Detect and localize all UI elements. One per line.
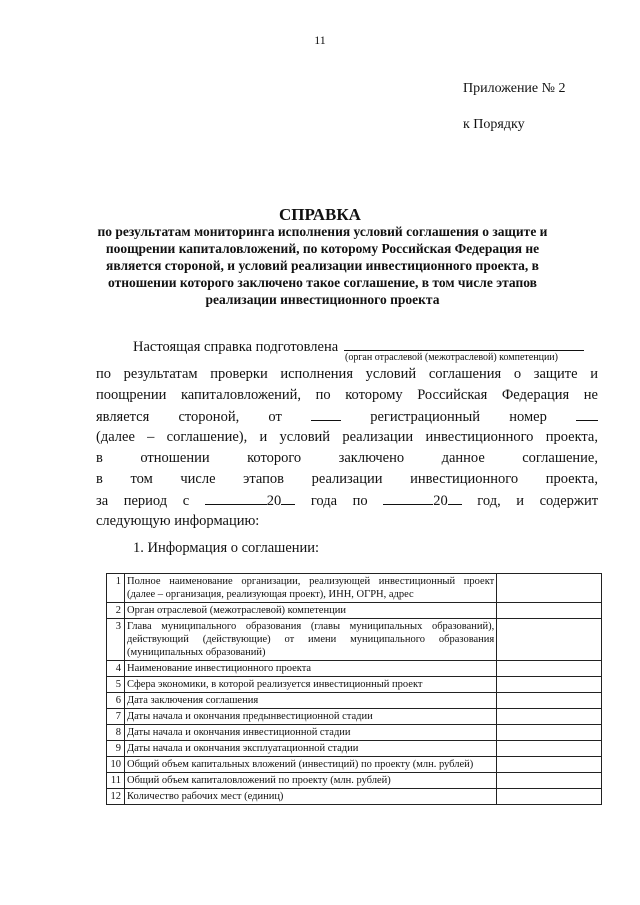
body-line-6: в том числе этапов реализации инвестиционного проекта,: [96, 471, 598, 487]
table-row: [107, 725, 602, 741]
row-label: Наименование инвестиционного проекта: [124, 661, 496, 677]
row-label: Дата заключения соглашения: [124, 693, 496, 709]
organ-blank-field: [344, 338, 584, 351]
row-value-cell: [497, 757, 602, 773]
organ-note: (орган отраслевой (межотраслевой) компетенции): [345, 352, 558, 363]
document-title: СПРАВКА: [279, 205, 361, 224]
table-row: [107, 757, 602, 773]
period-start-year: 20: [266, 493, 282, 509]
table-row: [107, 709, 602, 725]
period-end-year-blank: [448, 492, 462, 505]
row-label: Общий объем капиталовложений по проекту (млн. рублей): [124, 773, 496, 789]
body-line-3-start: является стороной, от: [96, 409, 282, 425]
row-label: Даты начала и окончания эксплуатационной стадии: [124, 741, 496, 757]
row-value-cell: [497, 741, 602, 757]
row-number: 5: [107, 677, 125, 693]
date-blank: [311, 408, 341, 421]
period-to-label: года по: [310, 493, 368, 509]
period-label: за период с: [96, 493, 190, 509]
row-number: 10: [107, 757, 125, 773]
table-row: [107, 661, 602, 677]
row-value-cell: [497, 677, 602, 693]
period-end-year: 20: [433, 493, 448, 509]
period-start-year-blank: [281, 492, 295, 505]
row-number: 2: [107, 603, 125, 619]
row-label: Даты начала и окончания инвестиционной стадии: [124, 725, 496, 741]
section-title: 1. Информация о соглашении:: [133, 540, 320, 556]
row-number: 3: [107, 619, 125, 661]
table-row: [107, 603, 602, 619]
row-label: Полное наименование организации, реализующей инвестиционный проект (далее – организация, реализующая проект), ИНН, ОГРН, адрес: [124, 574, 496, 603]
row-number: 6: [107, 693, 125, 709]
row-label: Орган отраслевой (межотраслевой) компетенции: [124, 603, 496, 619]
table-row: [107, 789, 602, 805]
row-number: 11: [107, 773, 125, 789]
period-end-blank: [383, 492, 433, 505]
row-value-cell: [497, 725, 602, 741]
row-value-cell: [497, 693, 602, 709]
body-line-1: по результатам проверки исполнения условий соглашения о защите и: [96, 366, 598, 382]
agreement-info-table: [106, 573, 602, 805]
prepared-label: Настоящая справка подготовлена: [133, 339, 339, 355]
row-number: 1: [107, 574, 125, 603]
row-label: Общий объем капитальных вложений (инвестиций) по проекту (млн. рублей): [124, 757, 496, 773]
document-subtitle: по результатам мониторинга исполнения условий соглашения о защите и поощрении капиталовложений, по которому Российская Федерация не является стороной, и условий реализации инвестиционного проекта, в отношении которого заключено такое соглашение, в том числе этапов реализации инвестиционного проекта: [97, 224, 548, 307]
row-value-cell: [497, 619, 602, 661]
table-row: [107, 677, 602, 693]
table-row: [107, 574, 602, 603]
body-line-3-end: регистрационный номер: [370, 409, 547, 425]
row-value-cell: [497, 661, 602, 677]
row-value-cell: [497, 789, 602, 805]
row-number: 9: [107, 741, 125, 757]
row-value-cell: [497, 603, 602, 619]
appendix-label: Приложение № 2: [463, 81, 566, 96]
row-label: Глава муниципального образования (главы муниципальных образований), действующий (действующие) от имени муниципального образования (муниципальных образований): [124, 619, 496, 661]
table-row: [107, 773, 602, 789]
row-number: 8: [107, 725, 125, 741]
period-end-text: год, и содержит: [477, 493, 599, 509]
row-value-cell: [497, 773, 602, 789]
body-line-2: поощрении капиталовложений, по которому Российская Федерация не: [96, 387, 598, 403]
body-line-5: в отношении которого заключено данное соглашение,: [96, 450, 598, 466]
table-row: [107, 693, 602, 709]
row-number: 12: [107, 789, 125, 805]
row-value-cell: [497, 574, 602, 603]
row-label: Даты начала и окончания предынвестиционной стадии: [124, 709, 496, 725]
table-row: [107, 619, 602, 661]
row-label: Количество рабочих мест (единиц): [124, 789, 496, 805]
page-number: 11: [314, 33, 326, 47]
row-label: Сфера экономики, в которой реализуется инвестиционный проект: [124, 677, 496, 693]
body-line-7: [96, 492, 598, 510]
period-start-blank: [205, 492, 267, 505]
table-body: [107, 574, 602, 805]
reg-number-blank: [576, 408, 598, 421]
row-number: 4: [107, 661, 125, 677]
appendix-reference: к Порядку: [463, 117, 525, 132]
table-row: [107, 741, 602, 757]
body-line-8: следующую информацию:: [96, 513, 260, 529]
body-line-4: (далее – соглашение), и условий реализации инвестиционного проекта,: [96, 429, 598, 445]
row-value-cell: [497, 709, 602, 725]
body-line-3: [96, 408, 598, 426]
row-number: 7: [107, 709, 125, 725]
